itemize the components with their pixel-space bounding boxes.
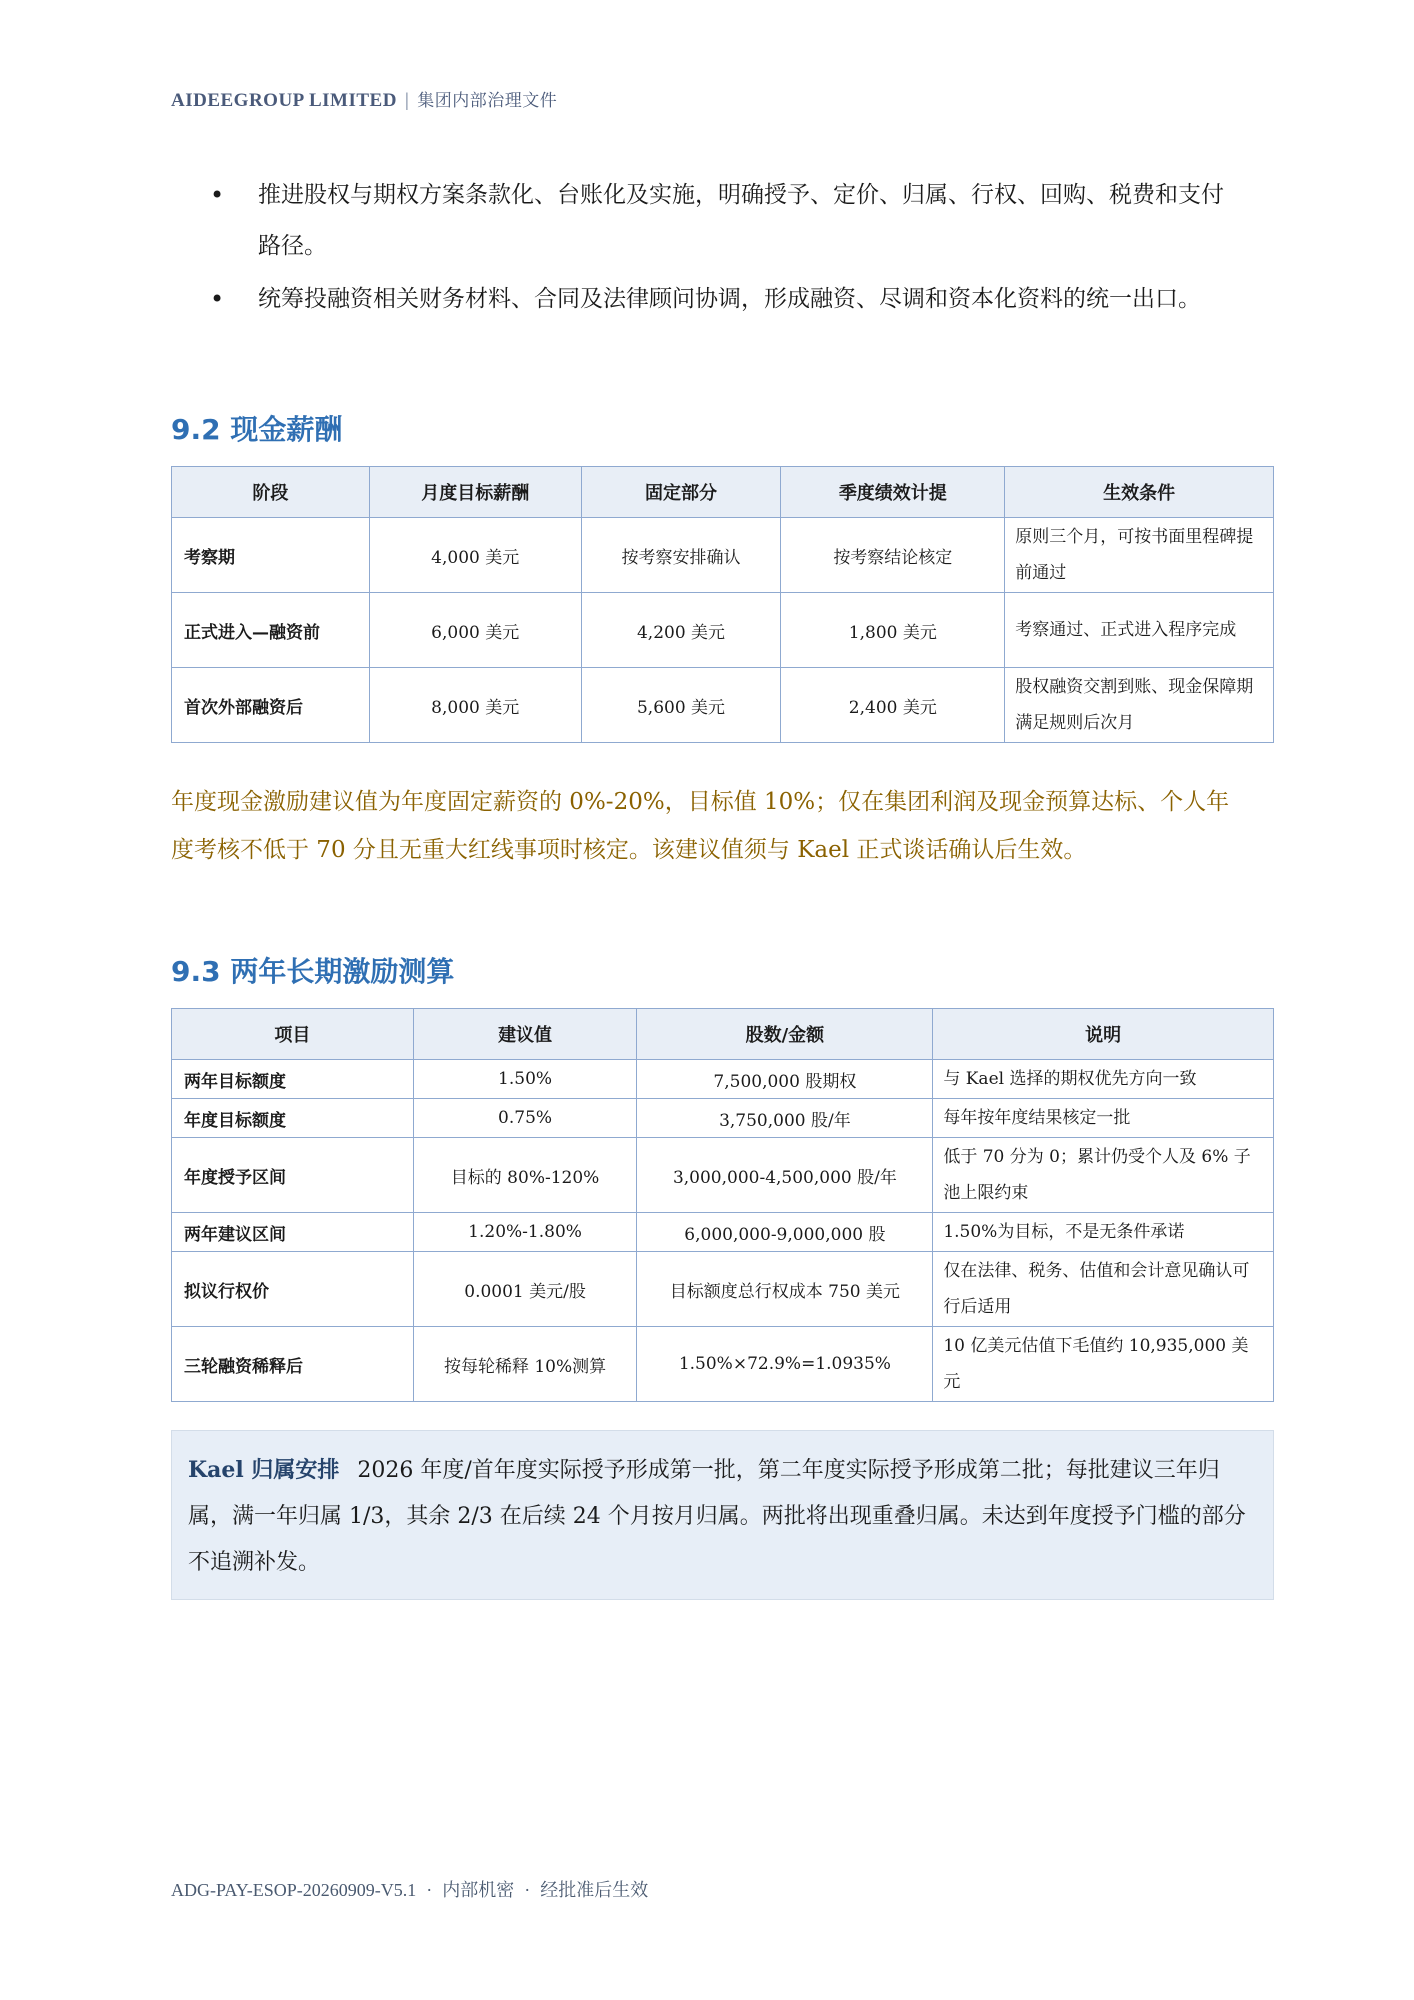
- table-cell: 4,200 美元: [581, 593, 781, 668]
- table-cell: 6,000,000-9,000,000 股: [637, 1213, 933, 1252]
- section-title-long-term-incentive: 9.3 两年长期激励测算: [171, 955, 455, 988]
- table-cell: 1,800 美元: [781, 593, 1005, 668]
- table-cell: 0.0001 美元/股: [413, 1252, 637, 1327]
- table-cell: 8,000 美元: [369, 668, 581, 743]
- row-label: 考察期: [172, 518, 370, 593]
- table-cell: 2,400 美元: [781, 668, 1005, 743]
- column-header: 固定部分: [581, 467, 781, 518]
- bullet-item: • 统筹投融资相关财务材料、合同及法律顾问协调，形成融资、尽调和资本化资料的统一出口。: [210, 274, 1240, 325]
- table-row: [172, 1252, 1274, 1327]
- table-cell: 每年按年度结果核定一批: [933, 1099, 1274, 1138]
- table-row: [172, 1099, 1274, 1138]
- table-cell: 1.20%-1.80%: [413, 1213, 637, 1252]
- row-label: 三轮融资稀释后: [172, 1327, 414, 1402]
- table-header-row: [172, 467, 1274, 518]
- cash-compensation-table: [171, 466, 1274, 743]
- vesting-callout: [171, 1430, 1274, 1600]
- table-cell: 考察通过、正式进入程序完成: [1005, 593, 1274, 668]
- footer-status: 经批准后生效: [540, 1880, 649, 1900]
- table-row: [172, 1138, 1274, 1213]
- table-row: [172, 1327, 1274, 1402]
- long-term-incentive-table: [171, 1008, 1274, 1402]
- table-row: [172, 1060, 1274, 1099]
- table-cell: 低于 70 分为 0；累计仍受个人及 6% 子池上限约束: [933, 1138, 1274, 1213]
- section-title-cash-compensation: 9.2 现金薪酬: [171, 413, 343, 446]
- table-cell: 与 Kael 选择的期权优先方向一致: [933, 1060, 1274, 1099]
- row-label: 年度目标额度: [172, 1099, 414, 1138]
- table-cell: 1.50%为目标，不是无条件承诺: [933, 1213, 1274, 1252]
- table-cell: 4,000 美元: [369, 518, 581, 593]
- cash-incentive-notice: 年度现金激励建议值为年度固定薪资的 0%-20%，目标值 10%；仅在集团利润及现金预算达标、个人年度考核不低于 70 分且无重大红线事项时核定。该建议值须与 Kael 正式谈话确认后生效。: [171, 789, 1230, 863]
- table-cell: 按每轮稀释 10%测算: [413, 1327, 637, 1402]
- column-header: 生效条件: [1005, 467, 1274, 518]
- header-brand: AIDEEGROUP LIMITED: [171, 90, 397, 111]
- table-row: [172, 518, 1274, 593]
- table-cell: 股权融资交割到账、现金保障期满足规则后次月: [1005, 668, 1274, 743]
- page-footer: [171, 1876, 648, 1902]
- table-cell: 目标额度总行权成本 750 美元: [637, 1252, 933, 1327]
- table-cell: 3,750,000 股/年: [637, 1099, 933, 1138]
- row-label: 两年目标额度: [172, 1060, 414, 1099]
- row-label: 年度授予区间: [172, 1138, 414, 1213]
- column-header: 说明: [933, 1009, 1274, 1060]
- column-header: 季度绩效计提: [781, 467, 1005, 518]
- table-cell: 0.75%: [413, 1099, 637, 1138]
- footer-doc-id: ADG-PAY-ESOP-20260909-V5.1: [171, 1880, 417, 1900]
- table-row: [172, 668, 1274, 743]
- bullet-list: [210, 170, 1240, 327]
- header-separator: |: [404, 90, 410, 111]
- column-header: 建议值: [413, 1009, 637, 1060]
- footer-dot: ·: [426, 1880, 433, 1900]
- table-cell: 1.50%: [413, 1060, 637, 1099]
- callout-title: Kael 归属安排: [188, 1457, 340, 1483]
- column-header: 阶段: [172, 467, 370, 518]
- table-cell: 目标的 80%-120%: [413, 1138, 637, 1213]
- row-label: 两年建议区间: [172, 1213, 414, 1252]
- table-header-row: [172, 1009, 1274, 1060]
- callout-text: 2026 年度/首年度实际授予形成第一批，第二年度实际授予形成第二批；每批建议三年归属，满一年归属 1/3，其余 2/3 在后续 24 个月按月归属。两批将出现重叠归属。未达到年度授予门槛的部分不追溯补发。: [188, 1458, 1246, 1575]
- row-label: 正式进入—融资前: [172, 593, 370, 668]
- table-cell: 原则三个月，可按书面里程碑提前通过: [1005, 518, 1274, 593]
- table-cell: 按考察安排确认: [581, 518, 781, 593]
- page-header: [171, 86, 557, 112]
- column-header: 股数/金额: [637, 1009, 933, 1060]
- footer-classification: 内部机密: [442, 1880, 515, 1900]
- row-label: 首次外部融资后: [172, 668, 370, 743]
- table-cell: 1.50%×72.9%=1.0935%: [637, 1327, 933, 1402]
- bullet-item: • 推进股权与期权方案条款化、台账化及实施，明确授予、定价、归属、行权、回购、税费和支付路径。: [210, 170, 1240, 272]
- table-row: [172, 593, 1274, 668]
- footer-dot: ·: [524, 1880, 531, 1900]
- row-label: 拟议行权价: [172, 1252, 414, 1327]
- table-cell: 6,000 美元: [369, 593, 581, 668]
- table-cell: 3,000,000-4,500,000 股/年: [637, 1138, 933, 1213]
- table-cell: 按考察结论核定: [781, 518, 1005, 593]
- header-subtitle: 集团内部治理文件: [417, 91, 558, 111]
- table-row: [172, 1213, 1274, 1252]
- column-header: 项目: [172, 1009, 414, 1060]
- table-cell: 7,500,000 股期权: [637, 1060, 933, 1099]
- table-cell: 10 亿美元估值下毛值约 10,935,000 美元: [933, 1327, 1274, 1402]
- table-cell: 仅在法律、税务、估值和会计意见确认可行后适用: [933, 1252, 1274, 1327]
- table-cell: 5,600 美元: [581, 668, 781, 743]
- column-header: 月度目标薪酬: [369, 467, 581, 518]
